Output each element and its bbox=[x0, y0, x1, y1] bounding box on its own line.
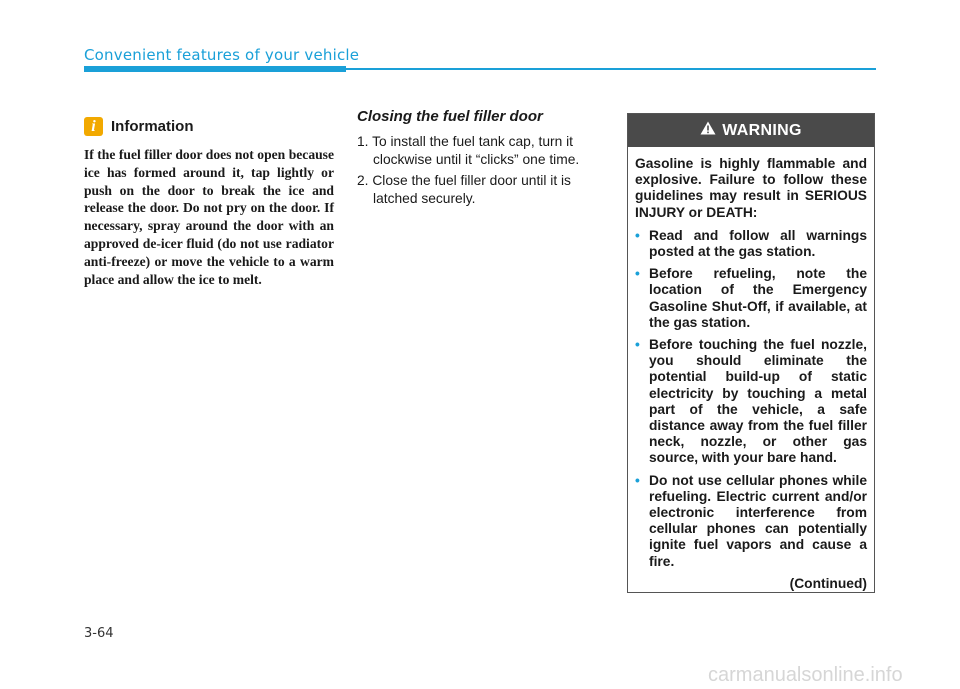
closing-step-2: 2. Close the fuel filler door until it is latched securely. bbox=[357, 173, 571, 206]
info-icon: i bbox=[84, 117, 103, 136]
warning-bullet-text: Before touching the fuel nozzle, you should eliminate the potential build-up of static electricity by touching a metal part of the vehicle, a safe distance away from the fuel filler neck, nozzle, or other gas source, with your bare hand. bbox=[649, 337, 867, 466]
closing-step-1: 1. To install the fuel tank cap, turn it clockwise until it “clicks” one time. bbox=[357, 134, 580, 167]
warning-bullet bbox=[635, 337, 867, 467]
warning-bullet bbox=[635, 228, 867, 260]
warning-triangle-icon bbox=[700, 121, 716, 140]
information-note bbox=[84, 115, 334, 288]
warning-bullet-text: Read and follow all warnings posted at the gas station. bbox=[649, 227, 867, 260]
header-rule-thin bbox=[346, 68, 876, 70]
closing-title: Closing the fuel filler door bbox=[357, 108, 543, 125]
warning-bullet-text: Do not use cellular phones while refueling. Electric current and/or electronic interference from cellular phones can potentially ignite fuel vapors and cause a fire. bbox=[649, 472, 867, 569]
bullet-icon: • bbox=[635, 472, 640, 488]
warning-intro: Gasoline is highly flammable and explosive. Failure to follow these guidelines may result in SERIOUS INJURY or DEATH: bbox=[635, 156, 867, 220]
warning-body bbox=[628, 147, 874, 592]
bullet-icon: • bbox=[635, 227, 640, 243]
watermark: carmanualsonline.info bbox=[708, 664, 903, 686]
warning-header bbox=[628, 114, 874, 147]
warning-box bbox=[627, 113, 875, 593]
header-rule-thick bbox=[84, 66, 346, 72]
warning-bullet bbox=[635, 473, 867, 570]
page-number: 3-64 bbox=[84, 626, 114, 641]
information-body: If the fuel filler door does not open because ice has formed around it, tap lightly or push on the door to break the ice and release the door. Do not pry on the door. If necessary, spray around the door with an approved de-icer fluid (do not use radiator anti-freeze) or move the vehicle to a warm place and allow the ice to melt. bbox=[84, 147, 334, 287]
continued-label: (Continued) bbox=[789, 575, 867, 591]
closing-fuel-door-section bbox=[357, 108, 605, 211]
information-title: Information bbox=[111, 117, 194, 135]
bullet-icon: • bbox=[635, 337, 640, 353]
section-title: Convenient features of your vehicle bbox=[84, 46, 360, 64]
warning-title: WARNING bbox=[722, 121, 802, 139]
information-heading bbox=[84, 115, 334, 137]
bullet-icon: • bbox=[635, 266, 640, 282]
warning-bullet bbox=[635, 266, 867, 331]
warning-bullet-text: Before refueling, note the location of the Emergency Gasoline Shut-Off, if available, at the gas station. bbox=[649, 266, 867, 330]
